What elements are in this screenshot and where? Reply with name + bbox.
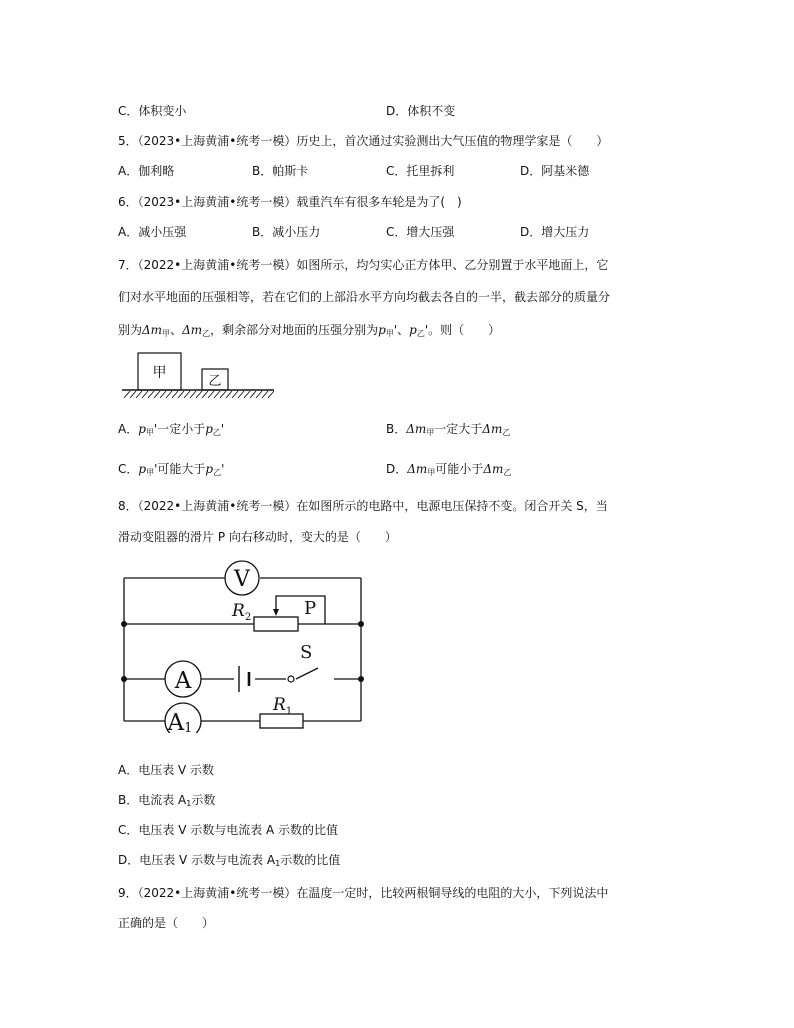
r1-resistor: [260, 714, 303, 728]
q7-stem-line1: 7．（2022•上海黄浦•统考一模）如图所示，均匀实心正方体甲、乙分别置于水平地面上，它: [118, 258, 609, 272]
cube-jia-label: 甲: [152, 365, 167, 381]
q8-option-c: C．电压表 V 示数与电流表 A 示数的比值: [118, 823, 339, 837]
q6-option-a: A．减小压强: [118, 225, 187, 239]
r2-label: $R_2$: [232, 601, 252, 623]
q7-cubes-figure: [118, 350, 278, 408]
r2-rheostat: [254, 617, 298, 631]
q7-stem-line2: 们对水平地面的压强相等，若在它们的上部沿水平方向均截去各自的一半，截去部分的质量分: [118, 290, 611, 304]
q6-option-b: B．减小压力: [252, 225, 321, 239]
q6-stem: 6．（2023•上海黄浦•统考一模）载重汽车有很多车轮是为了( ): [118, 195, 462, 209]
voltmeter-label: V: [234, 567, 250, 592]
q4-option-d: D．体积不变: [386, 104, 456, 118]
q6-option-d: D．增大压力: [520, 225, 590, 239]
q5-option-b: B．帕斯卡: [252, 164, 309, 178]
q4-option-c: C．体积变小: [118, 104, 187, 118]
junction-dots: [121, 621, 364, 682]
q8-circuit-diagram: [110, 558, 380, 733]
q9-stem-line2: 正确的是（ ）: [118, 916, 215, 930]
ground-hatching: [124, 391, 274, 398]
q8-option-d: D．电压表 V 示数与电流表 $A_1$示数的比值: [118, 853, 341, 868]
q5-option-a: A．伽利略: [118, 164, 175, 178]
q7-option-a: A．$p_甲'$一定小于$p_乙'$: [118, 422, 225, 437]
q8-option-a: A．电压表 V 示数: [118, 763, 215, 777]
q7-option-c: C．$p_甲'$可能大于$p_乙'$: [118, 462, 225, 477]
slider-arrow: [273, 609, 279, 616]
q9-stem-line1: 9．（2022•上海黄浦•统考一模）在温度一定时，比较两根铜导线的电阻的大小，下列说法中: [118, 886, 609, 900]
switch-pivot: [288, 676, 294, 682]
q7-option-d: D．$\Delta m_甲$可能小于$\Delta m_乙$: [386, 462, 512, 477]
q8-stem-line2: 滑动变阻器的滑片 P 向右移动时，变大的是（ ）: [118, 530, 397, 544]
ammeter-label: A: [174, 668, 192, 694]
ammeter1-label: A1: [167, 710, 193, 733]
q7-option-b: B．$\Delta m_甲$一定大于$\Delta m_乙$: [386, 422, 511, 437]
q7-stem-line3: 别为$\Delta m_甲$、$\Delta m_乙$，剩余部分对地面的压强分别为$p_甲'$、$p_乙'$。则（ ）: [118, 323, 501, 338]
r1-label: $R_1$: [273, 695, 293, 717]
q8-option-b: B．电流表 $A_1$示数: [118, 793, 216, 808]
cube-yi-label: 乙: [208, 374, 222, 389]
q5-stem: 5．（2023•上海黄浦•统考一模）历史上，首次通过实验测出大气压值的物理学家是（ ）: [118, 134, 609, 148]
q8-stem-line1: 8．（2022•上海黄浦•统考一模）在如图所示的电路中，电源电压保持不变。闭合开关 S，当: [118, 499, 608, 513]
slider-p-label: P: [304, 598, 317, 619]
q6-option-c: C．增大压强: [386, 225, 455, 239]
q5-option-d: D．阿基米德: [520, 164, 590, 178]
switch-label: S: [300, 642, 313, 663]
q5-option-c: C．托里拆利: [386, 164, 455, 178]
